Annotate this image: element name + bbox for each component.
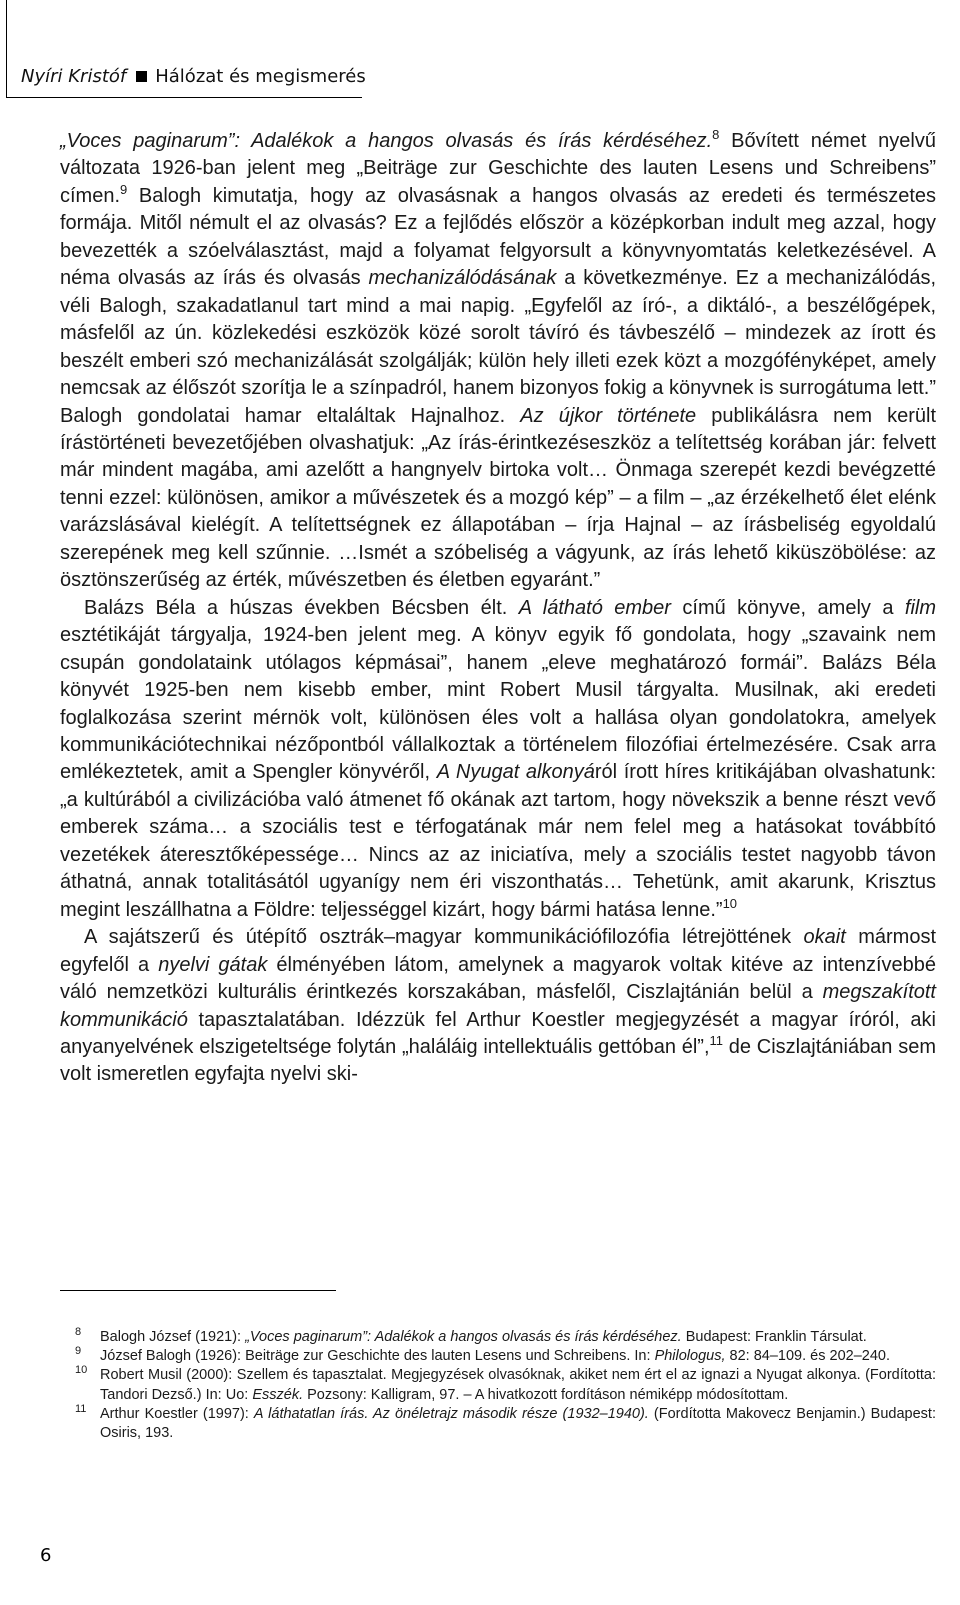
text-span: mármost egyfelől a [60,926,937,976]
text-span: Balogh József (1921): [100,1329,246,1345]
text-span: Balázs Béla a húszas években Bécsben élt. [84,596,519,619]
footnote [75,1328,936,1347]
text-span: de Ciszlajtániában sem volt ismeretlen egyfajta nyelvi ski- [60,1035,936,1086]
footnote-text [100,1405,936,1443]
italic-span: A látható ember [518,596,671,619]
italic-span: okait [803,926,846,949]
text-span: Bővített német nyelvű változata 1926-ban jelent meg „Beiträge zur Geschichte des lauten Lesens und Schreibens” címen. [60,130,936,207]
header-horizontal-rule [6,97,362,98]
running-head-title: Hálózat és megismerés [155,66,366,87]
italic-span: megszakított kommunikáció [60,981,936,1031]
page-number: 6 [40,1545,52,1566]
text-span: című könyve, amely a [670,596,905,619]
paragraph [60,128,936,595]
running-head [21,66,366,87]
body-text [60,128,936,1089]
paragraph [60,924,936,1089]
text-span: Arthur Koestler (1997): [100,1405,254,1422]
italic-span: mechanizálódásának [368,267,557,290]
running-head-author: Nyíri Kristóf [21,66,127,87]
text-span: József Balogh (1926): Beiträge zur Geschichte des lauten Lesens und Schreibens. In: [100,1348,655,1365]
footnote-number: 9 [75,1345,82,1358]
text-span: tapasztalatában. Idézzük fel Arthur Koestler megjegyzését a magyar íróról, aki anyanyelvének elszigeteltsége folytán „haláláig intellektuális gettóban él”, [60,1008,936,1058]
italic-span: Az újkor története [520,404,697,427]
italic-span: A Nyugat alkonyá [436,761,595,784]
text-span: Pozsony: Kalligram, 97. – A hivatkozott fordításon némiképp módosítottam. [303,1386,789,1403]
text-span: Balogh kimutatja, hogy az olvasásnak a hangos olvasás az eredeti és természetes formája. Mitől némult el az olvasás? Ez a fejlődés először a középkorban indult meg azzal, hogy bevezették a szóelválasztást, majd a folyamat felgyorsult a könyvnyomtatás keletkezésével. A néma olvasás az írás és olvasás [60,184,936,290]
text-span: Robert Musil (2000): Szellem és tapasztalat. Megjegyzések olvasóknak, akiket nem ért el az ignazi a Nyugat alkonya. (Fordította: Tandori Dezső.) In: Uo: [100,1367,936,1403]
footnote-text [100,1366,936,1404]
italic-span: nyelvi gátak [158,953,268,976]
text-span: élményében látom, amelynek a magyarok voltak kitéve az intenzívebbé váló nemzetközi kulturális érintkezés korszakában, másfelől, Ciszlajtánián belül a [60,953,936,1004]
italic-span: „Voces paginarum”: Adalékok a hangos olvasás és írás kérdéséhez. [245,1329,682,1345]
footnote-rule [60,1290,336,1291]
italic-span: „Voces paginarum”: Adalékok a hangos olvasás és írás kérdéséhez. [60,130,713,152]
footnote-text [100,1347,936,1366]
header-vertical-rule [6,0,7,98]
footnotes [75,1328,936,1443]
square-bullet-icon [136,71,147,82]
text-span: Budapest: Franklin Társulat. [681,1329,867,1345]
footnote-ref: 11 [709,1032,723,1048]
text-span: esztétikáját tárgyalja, 1924-ben jelent meg. A könyv egyik fő gondolata, hogy „szavaink nem csupán gondolataink utólagos képmásai”, hanem „eleve meghatározó formái”. Balázs Béla könyvét 1925-ben nem kisebb ember, mint Robert Musil tárgyalta. Musilnak, aki eredeti foglalkozása szerint mérnök volt, különösen éles volt a hallása olyan gondolatokra, amelyek kommunikációtechnikai nézőpontból vállalkoztak a történelem filozófiai értelmezésére. Csak arra emlékeztetek, amit a Spengler könyvéről, [60,624,936,784]
text-span: (Fordította Makovecz Benjamin.) Budapest: Osiris, 193. [100,1405,936,1442]
footnote-ref: 9 [120,181,128,197]
footnote [75,1366,936,1404]
italic-span: Esszék. [252,1386,304,1403]
italic-span: A láthatatlan írás. Az önéletrajz második része (1932–1940). [253,1405,649,1422]
text-span: A sajátszerű és útépítő osztrák–magyar kommunikációfilozófia létrejöttének [84,926,804,949]
text-span: a következménye. Ez a mechanizálódás, véli Balogh, szakadatlanul tart mind a mai napig. „Egyfelől az író-, a diktáló-, a beszélőgépek, másfelől az ún. közlekedési eszközök közé sorolt távíró és távbeszélő – mindezek az írott és beszélt emberi szó mechanizálását szolgálják; külön hely illeti ezek közt a mozgófényképet, amely nemcsak az élőszót szorítja le a színpadról, hanem bizonyos fokig a könyvnek is surrogátuma lett.” Balogh gondolatai hamar eltaláltak Hajnalhoz. [60,267,936,427]
italic-span: film [904,596,937,619]
footnote-text [100,1328,936,1347]
footnote [75,1347,936,1366]
footnote-number: 8 [75,1326,82,1338]
footnote-number: 10 [75,1364,88,1377]
footnote-number: 11 [75,1402,87,1415]
text-span: publikálásra nem került írástörténeti bevezetőjében olvashatjuk: „Az írás-érintkezéseszköz a telítettség korában jár: felvett már mindent magába, ami azelőtt a hangnyelv birtoka volt… Önmaga szerepét kezdi bevégzetté tenni ezzel: különösen, amikor a művészetek és a mozgó kép” – a film – „az érzékelhető élet elénk varázslásával kielégít. A telítettségnek ez állapotában – írja Hajnal – az írásbeliség egyoldalú szerepének meg kell szűnnie. …Ismét a szóbeliség a vágyunk, az írás lehető kiküszöbölése: az ösztönszerűség az érték, művészetben és életben egyaránt.” [60,404,936,592]
footnote-ref: 8 [712,127,720,142]
footnote-ref: 10 [722,895,738,911]
footnote [75,1402,936,1443]
text-span: ról írott híres kritikájában olvashatunk: „a kultúrából a civilizációba való átmenet fő okának azt tartom, hogy növekszik a benne részt vevő emberek száma… a szociális test e térfogatának már nem felel meg a hatásokat továbbító vezetékek áteresztőképessége… Nincs az az iniciatíva, mely a szociális testet nagyobb távon áthatná, annak totalitásától ugyanígy nem éri viszonthatás… Tehetünk, amit akarunk, Krisztus megint leszállhatna a Földre: teljességgel kizárt, hogy bármi hatása lenne.” [60,761,936,921]
italic-span: Philologus, [654,1348,726,1365]
text-span: 82: 84–109. és 202–240. [725,1348,890,1365]
paragraph [60,595,936,924]
